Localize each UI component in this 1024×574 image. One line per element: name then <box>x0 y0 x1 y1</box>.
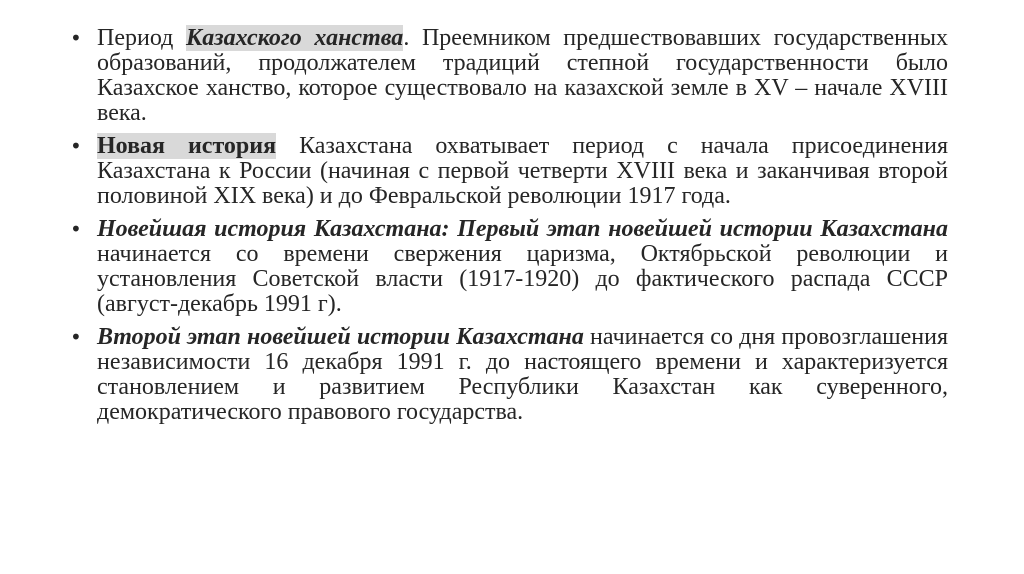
item-emphasis: Казахского ханства <box>185 25 404 51</box>
bullet-item-kazakh-khanate <box>70 26 948 126</box>
bullet-icon: • <box>70 134 82 158</box>
item-text-lead: Период <box>97 25 186 51</box>
item-emphasis: Новая история <box>97 133 277 159</box>
bullet-item-newest-history-second-stage <box>70 325 948 425</box>
bullet-icon: • <box>70 26 82 50</box>
item-emphasis: Второй этап новейшей истории Казахстана <box>97 324 584 350</box>
item-text: Казахстана охватывает период с начала присоединения Казахстана к России (начиная с первой четверти XVIII века и заканчивая второй половиной XIX века) и до Февральской революции 1917 года. <box>97 133 949 209</box>
slide-content <box>70 26 948 433</box>
item-text: . Преемником предшествовавших государственных образований, продолжателем традиций степной государственности было Казахское ханство, которое существовало на казахской земле в XV – начале XVIII века. <box>97 25 948 126</box>
item-text: начинается со дня провозглашения независимости 16 декабря 1991 г. до настоящего времени и характеризуется становлением и развитием Республики Казахстан как суверенного, демократического правового государства. <box>97 324 948 425</box>
bullet-icon: • <box>70 325 82 349</box>
bullet-icon: • <box>70 217 82 241</box>
bullet-item-new-history <box>70 134 948 209</box>
item-text: начинается со времени свержения царизма, Октябрьской революции и установления Советской власти (1917-1920) до фактического распада СССР (август-декабрь 1991 г). <box>97 241 948 317</box>
bullet-list <box>70 26 948 425</box>
bullet-item-newest-history-first-stage <box>70 217 948 317</box>
item-emphasis: Новейшая история Казахстана: Первый этап новейшей истории Казахстана <box>97 216 948 242</box>
